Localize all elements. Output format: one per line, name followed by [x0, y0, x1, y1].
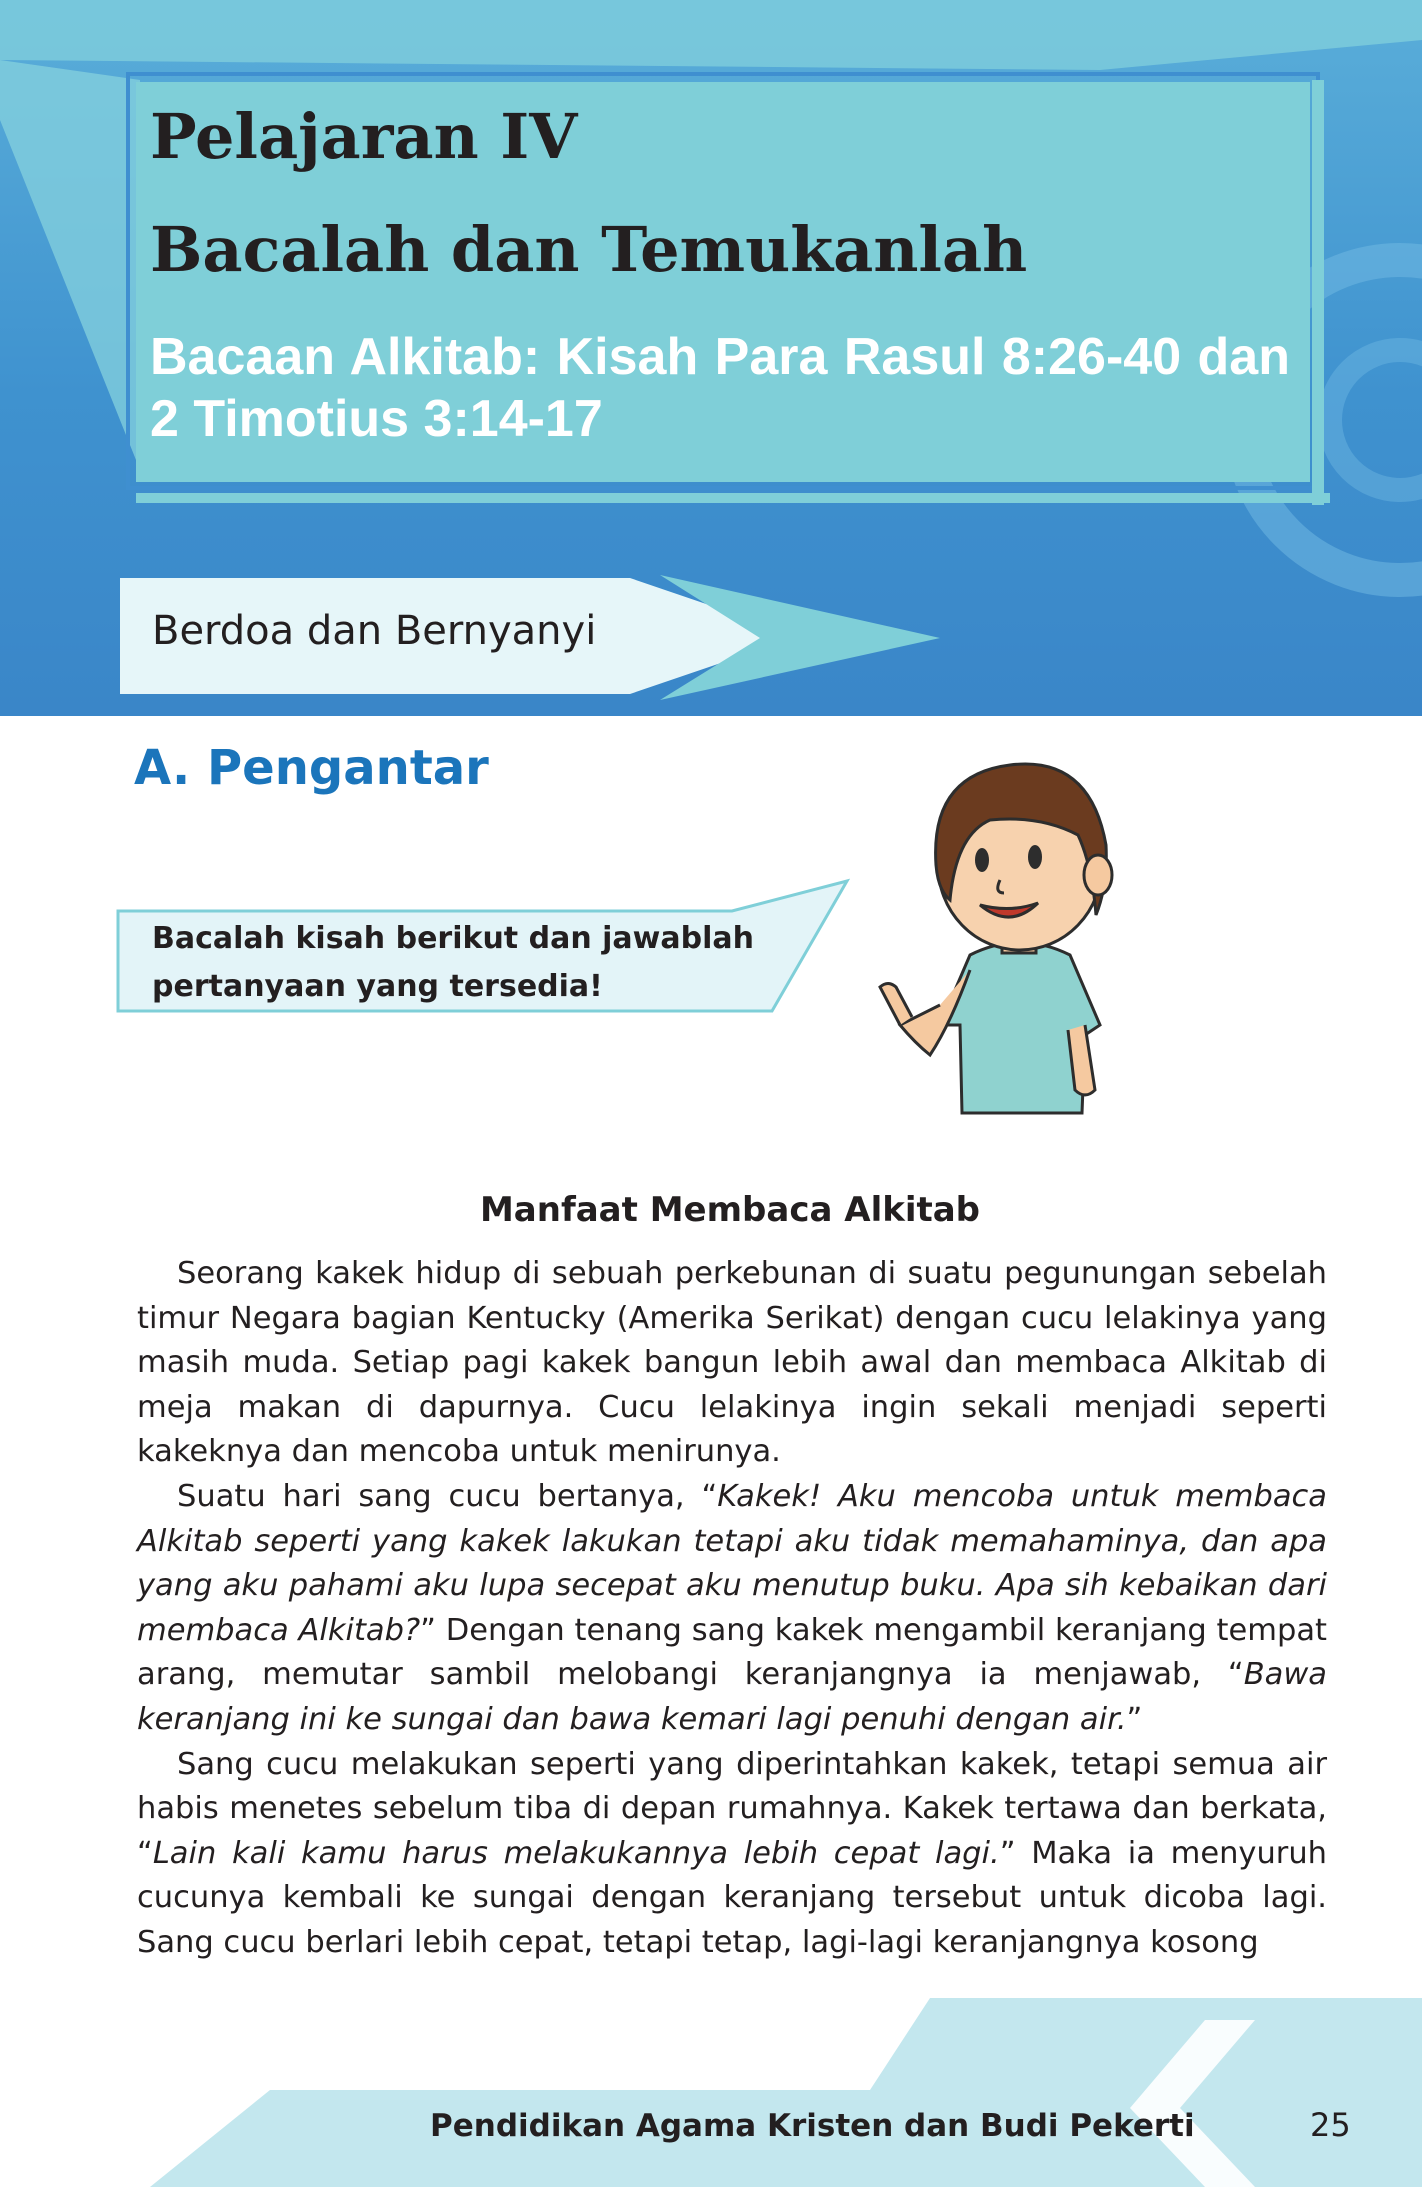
story-text: ” Dengan tenang sang kakek mengambil keranjang tempat arang, memutar sambil melobangi keranjangnya ia menjawab, “ [137, 1612, 1327, 1693]
story-paragraph-3 [137, 1743, 1327, 1966]
footer-book-title: Pendidikan Agama Kristen dan Budi Pekerti [430, 2108, 1195, 2144]
lesson-label: Pelajaran IV [150, 100, 578, 173]
story-body [137, 1252, 1327, 1966]
story-quote: Kakek! Aku mencoba untuk membaca Alkitab seperti yang kakek lakukan tetapi aku tidak memahaminya, dan apa yang aku pahami aku lupa secepat aku menutup buku. Apa sih kebaikan dari membaca Alkitab? [137, 1478, 1328, 1648]
lesson-title: Bacalah dan Temukanlah [150, 213, 1028, 286]
story-text: ” Maka ia menyuruh cucunya kembali ke sungai dengan keranjang tersebut untuk dicoba lagi. Sang cucu berlari lebih cepat, tetapi tetap, lagi-lagi keranjangnya kosong [137, 1835, 1327, 1960]
section-heading: A. Pengantar [134, 740, 489, 796]
activity-ribbon-label: Berdoa dan Bernyanyi [152, 608, 597, 654]
story-quote: Lain kali kamu harus melakukannya lebih cepat lagi. [152, 1835, 1000, 1871]
footer-band [0, 1990, 1422, 2187]
speech-bubble-text: Bacalah kisah berikut dan jawablah pertanyaan yang tersedia! [152, 921, 754, 1004]
story-quote: Bawa keranjang ini ke sungai dan bawa kemari lagi penuhi dengan air. [137, 1657, 1327, 1737]
boy-illustration [870, 725, 1170, 1115]
story-title: Manfaat Membaca Alkitab [479, 1190, 981, 1230]
bible-reading: Bacaan Alkitab: Kisah Para Rasul 8:26-40 dan 2 Timotius 3:14-17 [150, 328, 1290, 448]
page-number: 25 [1310, 2106, 1351, 2144]
story-paragraph-1: Seorang kakek hidup di sebuah perkebunan di suatu pegunungan sebelah timur Negara bagian Kentucky (Amerika Serikat) dengan cucu lelakinya yang masih muda. Setiap pagi kakek bangun lebih awal dan membaca Alkitab di meja makan di dapurnya. Cucu lelakinya ingin sekali menjadi seperti kakeknya dan mencoba untuk menirunya. [137, 1256, 1327, 1470]
story-text: Suatu hari sang cucu bertanya, “ [177, 1478, 718, 1514]
story-text: ” [1126, 1701, 1143, 1737]
story-paragraph-2 [137, 1475, 1327, 1743]
story-text: Sang cucu melakukan seperti yang diperintahkan kakek, tetapi semua air habis menetes sebelum tiba di depan rumahnya. Kakek tertawa dan berkata, “ [137, 1746, 1327, 1871]
